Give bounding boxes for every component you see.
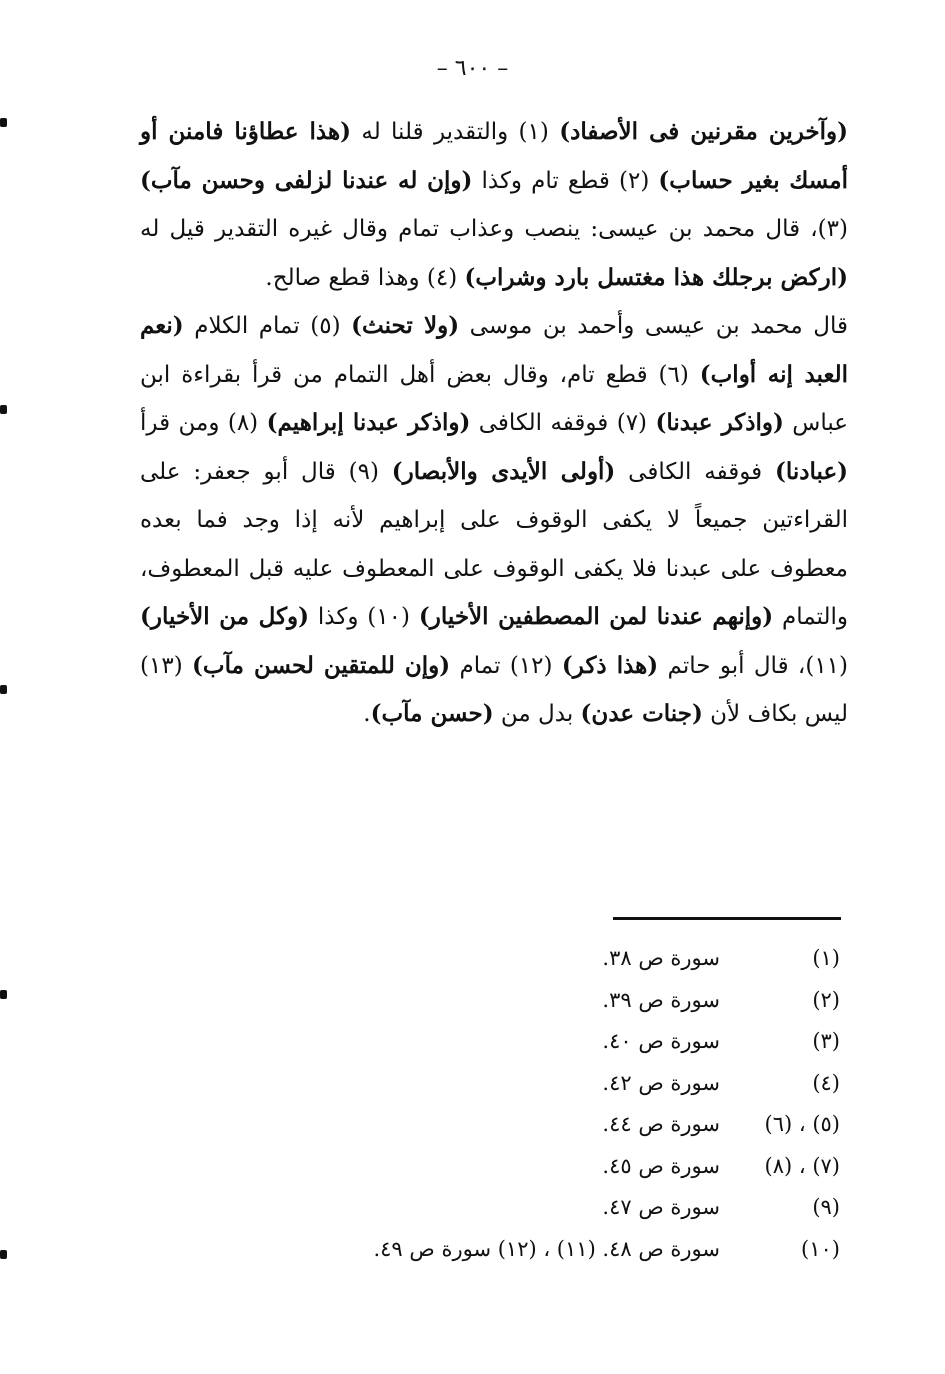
- quran-quote: (هذا ذكر): [561, 651, 659, 679]
- quran-quote: (اركض برجلك هذا مغتسل بارد وشراب): [464, 263, 848, 291]
- footnote-row: [240, 938, 840, 980]
- footnote-number: (٧) ، (٨): [764, 1153, 840, 1178]
- footnote-text: سورة ص ٤٤.: [602, 1112, 720, 1136]
- footnote-row: [240, 1187, 840, 1229]
- quran-quote: (واذكر عبدنا): [655, 409, 784, 436]
- text-segment: .: [363, 701, 371, 727]
- footnote-text: سورة ص ٣٨.: [602, 946, 720, 970]
- text-segment: (٩) قال أبو جعفر: على القراءتين جميعاً لا يكفى الوقوف على إبراهيم لأنه إذا وجد فما بعده معطوف على عبدنا فلا يكفى الوقوف على المعطوف عليه قبل المعطوف، والتمام: [140, 458, 849, 630]
- footnote-row: [240, 1229, 840, 1271]
- footnote-divider: [613, 917, 841, 920]
- page-number: – ٦٠٠ –: [436, 56, 509, 81]
- quran-quote: (ولا تحنث): [351, 312, 460, 339]
- quran-quote: (وإن له عندنا لزلفى وحسن مآب): [140, 166, 473, 194]
- text-segment: (١٣) ليس بكاف لأن: [140, 652, 848, 727]
- quran-quote: (أولى الأيدى والأبصار): [391, 457, 616, 485]
- paragraph-1: [140, 108, 848, 302]
- text-segment: فوقفه الكافى: [628, 458, 763, 485]
- margin-mark: [0, 118, 7, 127]
- footnote-number: (٥) ، (٦): [764, 1112, 840, 1136]
- footnote-text: سورة ص ٤٠.: [602, 1029, 720, 1053]
- text-segment: بدل من: [500, 701, 574, 727]
- quran-quote: (حسن مآب): [370, 700, 494, 727]
- quran-quote: (وإنهم عندنا لمن المصطفين الأخيار): [418, 603, 774, 630]
- text-segment: (١) والتقدير قلنا له: [361, 119, 549, 145]
- main-text: [140, 108, 848, 739]
- footnote-number: (٤): [812, 1070, 840, 1095]
- footnote-number: (٢): [812, 987, 840, 1012]
- margin-mark: [0, 990, 7, 999]
- footnote-row: [240, 1063, 840, 1105]
- margin-mark: [0, 685, 7, 694]
- text-segment: (٣)، قال محمد بن عيسى: ينصب وعذاب تمام وقال غيره التقدير قيل له: [140, 216, 848, 242]
- text-segment: (٨) ومن قرأ: [140, 410, 259, 436]
- footnote-text: سورة ص ٤٢.: [602, 1070, 720, 1095]
- paragraph-2: [140, 302, 848, 739]
- footnote-text: سورة ص ٣٩.: [602, 987, 720, 1012]
- footnote-row: [240, 1146, 840, 1188]
- footnote-text: سورة ص ٤٧.: [602, 1195, 720, 1219]
- footnote-number: (١٠): [801, 1236, 840, 1261]
- margin-mark: [0, 405, 7, 414]
- text-segment: (٢) قطع تام وكذا: [481, 167, 650, 194]
- footnote-row: [240, 980, 840, 1022]
- quran-quote: (جنات عدن): [580, 700, 703, 727]
- text-segment: قال محمد بن عيسى وأحمد بن موسى: [469, 313, 848, 339]
- quran-quote: (وكل من الأخيار): [140, 603, 310, 630]
- footnote-text: سورة ص ٤٨. (١١) ، (١٢) سورة ص ٤٩.: [373, 1236, 720, 1261]
- text-segment: (١١)، قال أبو حاتم: [667, 652, 849, 679]
- quran-quote: (نعم العبد إنه أواب): [140, 312, 848, 388]
- text-segment: (٥) تمام الكلام: [194, 313, 341, 339]
- quran-quote: (وإن للمتقين لحسن مآب): [192, 651, 451, 679]
- text-segment: (١٢) تمام: [459, 652, 553, 679]
- footnote-text: سورة ص ٤٥.: [602, 1153, 720, 1178]
- footnotes: [240, 938, 840, 1270]
- footnote-number: (٩): [812, 1195, 840, 1219]
- quran-quote: (عبادنا): [774, 457, 849, 485]
- footnote-number: (١): [812, 946, 840, 970]
- footnote-row: [240, 1104, 840, 1146]
- text-segment: (١٠) وكذا: [317, 604, 410, 630]
- text-segment: (٧) فوقفه الكافى: [478, 410, 648, 436]
- footnote-row: [240, 1021, 840, 1063]
- text-segment: (٦) قطع تام، وقال بعض أهل التمام من قرأ بقراءة ابن عباس: [140, 361, 849, 436]
- margin-mark: [0, 1250, 7, 1259]
- quran-quote: (هذا عطاؤنا فامنن أو أمسك بغير حساب): [140, 118, 848, 194]
- footnote-number: (٣): [812, 1029, 840, 1053]
- text-segment: (٤) وهذا قطع صالح.: [265, 264, 458, 291]
- quran-quote: (واذكر عبدنا إبراهيم): [266, 409, 471, 436]
- quran-quote: (وآخرين مقرنين فى الأصفاد): [559, 118, 849, 145]
